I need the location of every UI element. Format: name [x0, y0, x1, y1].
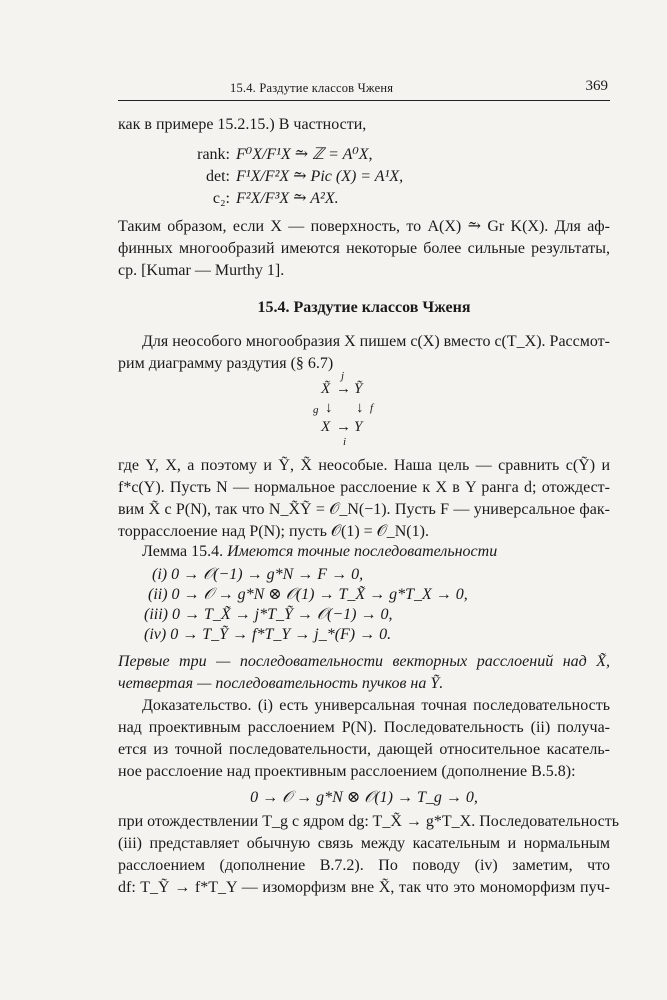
paragraph-line: f*c(Y). Пусть N — нормальное расслоение к X в Y ранга d; отождест-	[118, 479, 610, 496]
lemma-statement	[142, 542, 634, 562]
diagram-node-xtilde: X̃	[321, 381, 331, 397]
equation-body: F⁰X/F¹X ⥲ ℤ = A⁰X,	[236, 146, 373, 163]
diagram-label-j: j	[341, 370, 345, 382]
proof-line: ется из точной последовательности, дающей относительное касатель-	[118, 741, 610, 758]
paragraph-line: торрасслоение над P(N); пусть 𝒪(1) = 𝒪_N(1).	[118, 523, 429, 540]
equation-body: F¹X/F²X ⥲ Pic (X) = A¹X,	[236, 168, 404, 185]
equation-label: c₂:	[212, 190, 230, 207]
text-line: как в примере 15.2.15.) В частности,	[118, 116, 367, 133]
diagram-label-g: g	[313, 404, 319, 416]
diagram-arrow-right: ↓	[356, 400, 364, 416]
header-rule	[118, 100, 610, 101]
equation-label: rank:	[197, 146, 230, 163]
equation-det	[166, 167, 403, 187]
diagram-arrow-top: →	[336, 381, 351, 397]
final-line: df: T_Ỹ → f*T_Y — изоморфизм вне X̃, так что это мономорфизм пуч-	[118, 879, 610, 896]
equation-c2	[166, 189, 339, 209]
paragraph-line: рим диаграмму раздутия (§ 6.7)	[118, 355, 334, 372]
running-title: 15.4. Раздутие классов Чженя	[230, 81, 394, 95]
paragraph-line: где Y, X, а поэтому и Ỹ, X̃ неособые. Наша цель — сравнить c(Ỹ) и	[118, 457, 610, 474]
paragraph-line: финных многообразий имеются некоторые более сильные результаты,	[118, 240, 610, 257]
sequence-i: (i) 0 → 𝒪(−1) → g*N → F → 0,	[152, 566, 364, 583]
proof-line: ное расслоение над проективным расслоением (дополнение B.5.8):	[118, 763, 576, 780]
section-heading: 15.4. Раздутие классов Чженя	[257, 299, 471, 316]
diagram-node-ytilde: Ỹ	[354, 381, 363, 397]
lemma-text: Имеются точные последовательности	[227, 543, 498, 560]
lemma-label: Лемма 15.4.	[142, 543, 224, 560]
diagram-label-i: i	[343, 436, 347, 448]
display-equation: 0 → 𝒪 → g*N ⊗ 𝒪(1) → T_g → 0,	[250, 789, 478, 806]
equation-rank	[166, 145, 373, 165]
diagram-arrow-left: ↓	[325, 400, 333, 416]
italic-paragraph-line: четвертая — последовательность пучков на Ỹ.	[118, 675, 444, 692]
proof-line: над проективным расслоением P(N). Последовательность (ii) получа-	[118, 719, 610, 736]
equation-body: F²X/F³X ⥲ A²X.	[236, 190, 339, 207]
paragraph-line: Таким образом, если X — поверхность, то A(X) ⥲ Gr K(X). Для аф-	[118, 218, 610, 235]
final-line: (iii) представляет обычную связь между касательным и нормальным	[118, 835, 610, 852]
proof-line: Доказательство. (i) есть универсальная точная последовательность	[142, 697, 610, 714]
diagram-arrow-bottom: →	[336, 419, 351, 435]
paragraph-line: Для неособого многообразия X пишем c(X) вместо c(T_X). Рассмот-	[142, 333, 610, 350]
page-number: 369	[585, 78, 608, 94]
paragraph-line: ср. [Kumar — Murthy 1].	[118, 262, 285, 279]
running-header	[118, 78, 610, 100]
diagram-node-y: Y	[354, 419, 363, 435]
sequence-iv: (iv) 0 → T_Ỹ → f*T_Y → j_*(F) → 0.	[144, 626, 392, 643]
diagram-node-x: X	[321, 419, 331, 435]
diagram-label-f: f	[370, 402, 374, 414]
final-line: расслоением (дополнение B.7.2). По поводу (iv) заметим, что	[118, 857, 610, 874]
italic-paragraph-line: Первые три — последовательности векторных расслоений над X̃,	[118, 653, 610, 670]
sequence-iii: (iii) 0 → T_X̃ → j*T_Ỹ → 𝒪(−1) → 0,	[144, 606, 393, 623]
paragraph-line: вим X̃ с P(N), так что N_X̃Ỹ = 𝒪_N(−1). Пусть F — универсальное фак-	[118, 501, 610, 518]
sequence-ii: (ii) 0 → 𝒪 → g*N ⊗ 𝒪(1) → T_X̃ → g*T_X → 0,	[148, 586, 468, 603]
final-line: при отождествлении T_g с ядром dg: T_X̃ → g*T_X. Последовательность	[118, 813, 620, 830]
equation-label: det:	[206, 168, 230, 185]
